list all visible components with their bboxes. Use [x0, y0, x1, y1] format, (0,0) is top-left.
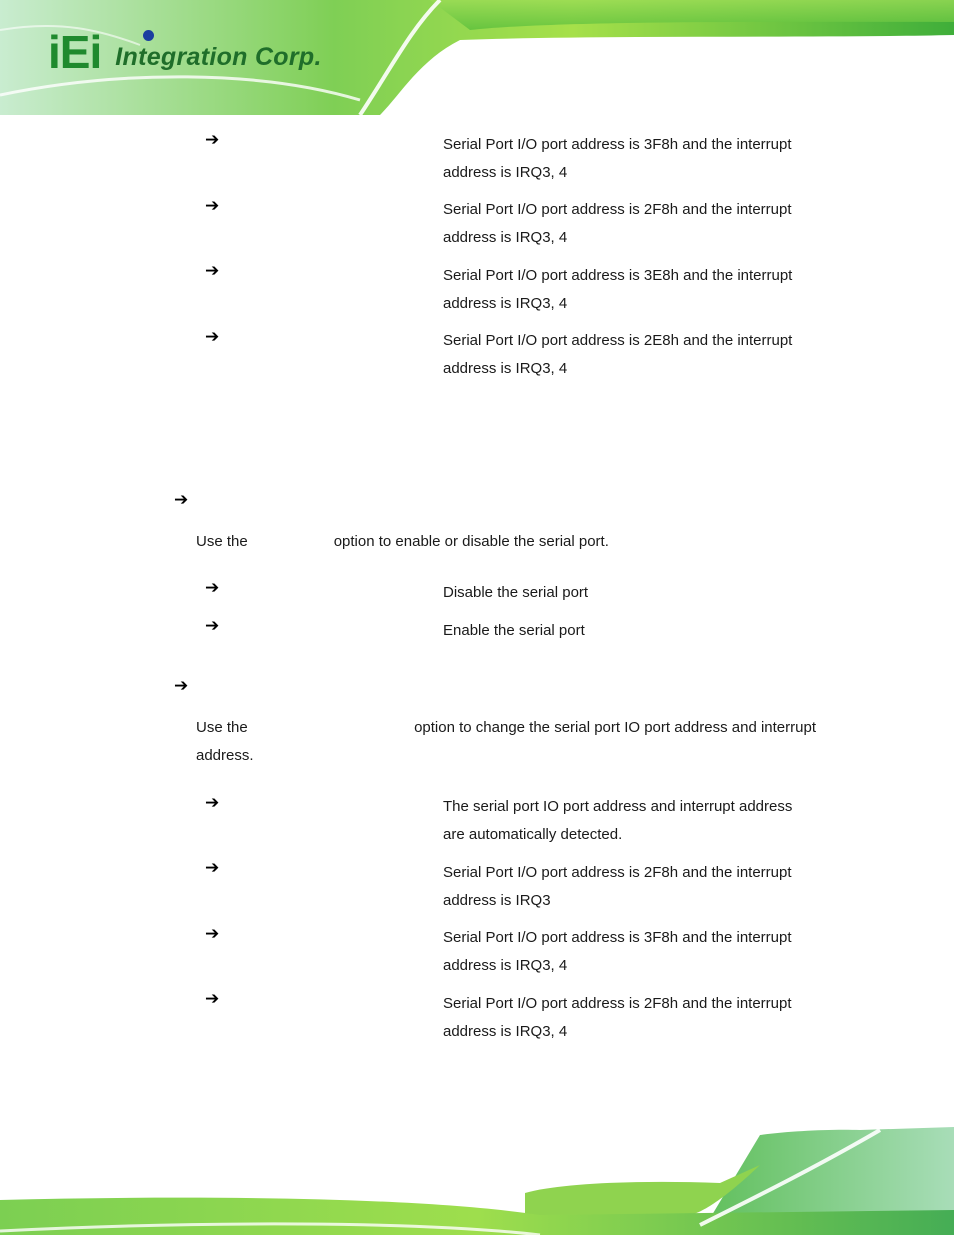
paragraph-text: address.	[196, 747, 254, 764]
arrow-icon: ➔	[205, 130, 220, 150]
section-arrow-icon: ➔	[174, 490, 189, 510]
description-line: address is IRQ3, 4	[443, 229, 568, 246]
option-description	[443, 196, 823, 252]
description-line: address is IRQ3, 4	[443, 957, 568, 974]
section-paragraph	[196, 714, 816, 770]
arrow-icon: ➔	[205, 616, 220, 636]
paragraph-text: Use the	[196, 533, 248, 550]
arrow-icon: ➔	[205, 261, 220, 281]
option-description	[443, 131, 823, 187]
description-line: The serial port IO port address and interrupt address	[443, 798, 793, 815]
description-line: Serial Port I/O port address is 3E8h and the interrupt	[443, 267, 793, 284]
option-description	[443, 859, 823, 915]
description-line: Serial Port I/O port address is 3F8h and the interrupt	[443, 136, 792, 153]
description-line: Serial Port I/O port address is 2E8h and the interrupt	[443, 332, 793, 349]
description-line: Serial Port I/O port address is 2F8h and the interrupt	[443, 201, 792, 218]
option-description	[443, 990, 823, 1046]
arrow-icon: ➔	[205, 924, 220, 944]
arrow-icon: ➔	[205, 858, 220, 878]
description-line: are automatically detected.	[443, 826, 623, 843]
logo-mark: iEi	[48, 26, 102, 78]
section-arrow-icon: ➔	[174, 676, 189, 696]
description-line: Enable the serial port	[443, 622, 585, 639]
paragraph-text: option to change the serial port IO port address and interrupt	[414, 719, 816, 736]
option-description	[443, 579, 823, 607]
option-description	[443, 262, 823, 318]
description-line: Serial Port I/O port address is 2F8h and the interrupt	[443, 995, 792, 1012]
footer-banner	[0, 1125, 954, 1235]
description-line: Disable the serial port	[443, 584, 589, 601]
description-line: address is IRQ3, 4	[443, 1023, 568, 1040]
option-description	[443, 793, 823, 849]
option-description	[443, 327, 823, 383]
description-line: address is IRQ3, 4	[443, 164, 568, 181]
description-line: address is IRQ3	[443, 892, 551, 909]
company-logo	[48, 26, 322, 78]
logo-text: Integration Corp.	[115, 43, 322, 71]
logo-dot-icon	[143, 30, 154, 41]
arrow-icon: ➔	[205, 793, 220, 813]
description-line: Serial Port I/O port address is 3F8h and the interrupt	[443, 929, 792, 946]
description-line: address is IRQ3, 4	[443, 295, 568, 312]
option-description	[443, 617, 823, 645]
arrow-icon: ➔	[205, 989, 220, 1009]
arrow-icon: ➔	[205, 327, 220, 347]
description-line: Serial Port I/O port address is 2F8h and the interrupt	[443, 864, 792, 881]
paragraph-text: Use the	[196, 719, 248, 736]
arrow-icon: ➔	[205, 578, 220, 598]
arrow-icon: ➔	[205, 196, 220, 216]
option-description	[443, 924, 823, 980]
description-line: address is IRQ3, 4	[443, 360, 568, 377]
paragraph-text: option to enable or disable the serial port.	[333, 533, 609, 550]
section-paragraph	[196, 528, 609, 556]
